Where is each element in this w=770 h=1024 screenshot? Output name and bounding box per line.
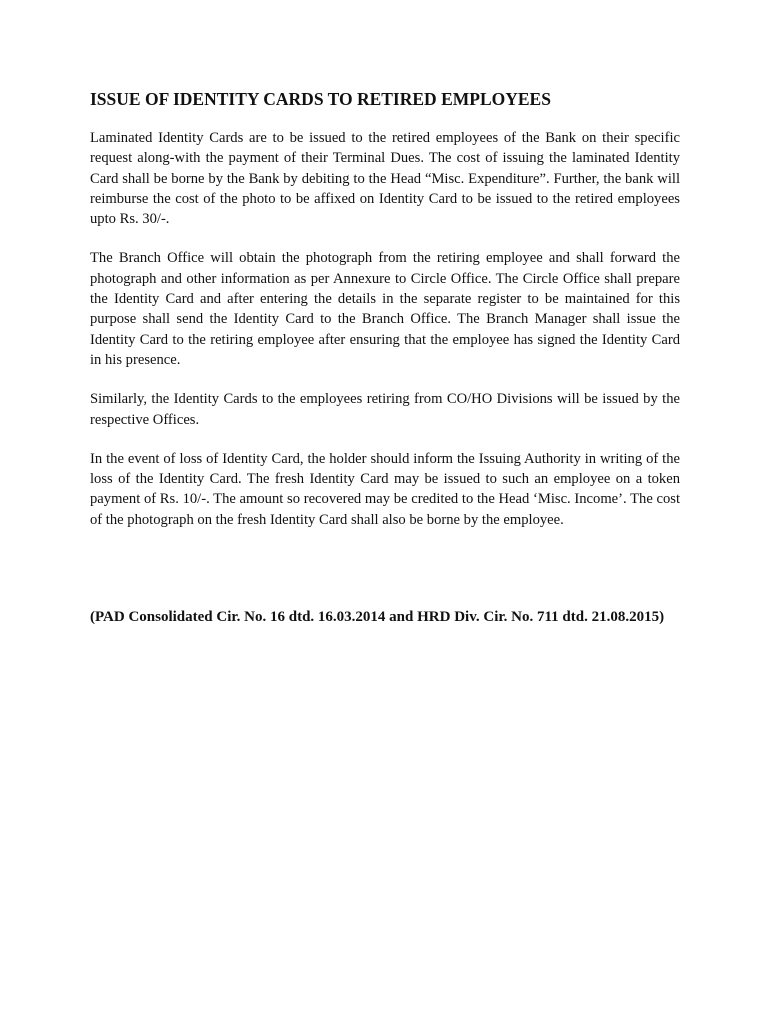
circular-citation: (PAD Consolidated Cir. No. 16 dtd. 16.03.2014 and HRD Div. Cir. No. 711 dtd. 21.08.2015): [90, 609, 665, 625]
paragraph-branch-office-procedure: The Branch Office will obtain the photograph from the retiring employee and shall forward the photograph and other information as per Annexure to Circle Office. The Circle Office shall prepare the Identity Card and after entering the details in the separate register to be maintained for this purpose shall send the Identity Card to the Branch Office. The Branch Manager shall issue the Identity Card to the retiring employee after ensuring that the employee has signed the Identity Card in his presence.: [90, 250, 680, 368]
document-title: ISSUE OF IDENTITY CARDS TO RETIRED EMPLOYEES: [90, 89, 551, 109]
document-body: [90, 128, 680, 549]
paragraph-laminated-cards: Laminated Identity Cards are to be issued to the retired employees of the Bank on their specific request along-with the payment of their Terminal Dues. The cost of issuing the laminated Identity Card shall be borne by the Bank by debiting to the Head “Misc. Expenditure”. Further, the bank will reimburse the cost of the photo to be affixed on Identity Card to be issued to the retired employees upto Rs. 30/-.: [90, 130, 680, 228]
paragraph-co-ho-divisions: Similarly, the Identity Cards to the employees retiring from CO/HO Divisions will be issued by the respective Offices.: [90, 391, 680, 428]
paragraph-loss-of-card: In the event of loss of Identity Card, the holder should inform the Issuing Authority in writing of the loss of the Identity Card. The fresh Identity Card may be issued to such an employee on a token payment of Rs. 10/-. The amount so recovered may be credited to the Head ‘Misc. Income’. The cost of the photograph on the fresh Identity Card shall also be borne by the employee.: [90, 450, 680, 528]
